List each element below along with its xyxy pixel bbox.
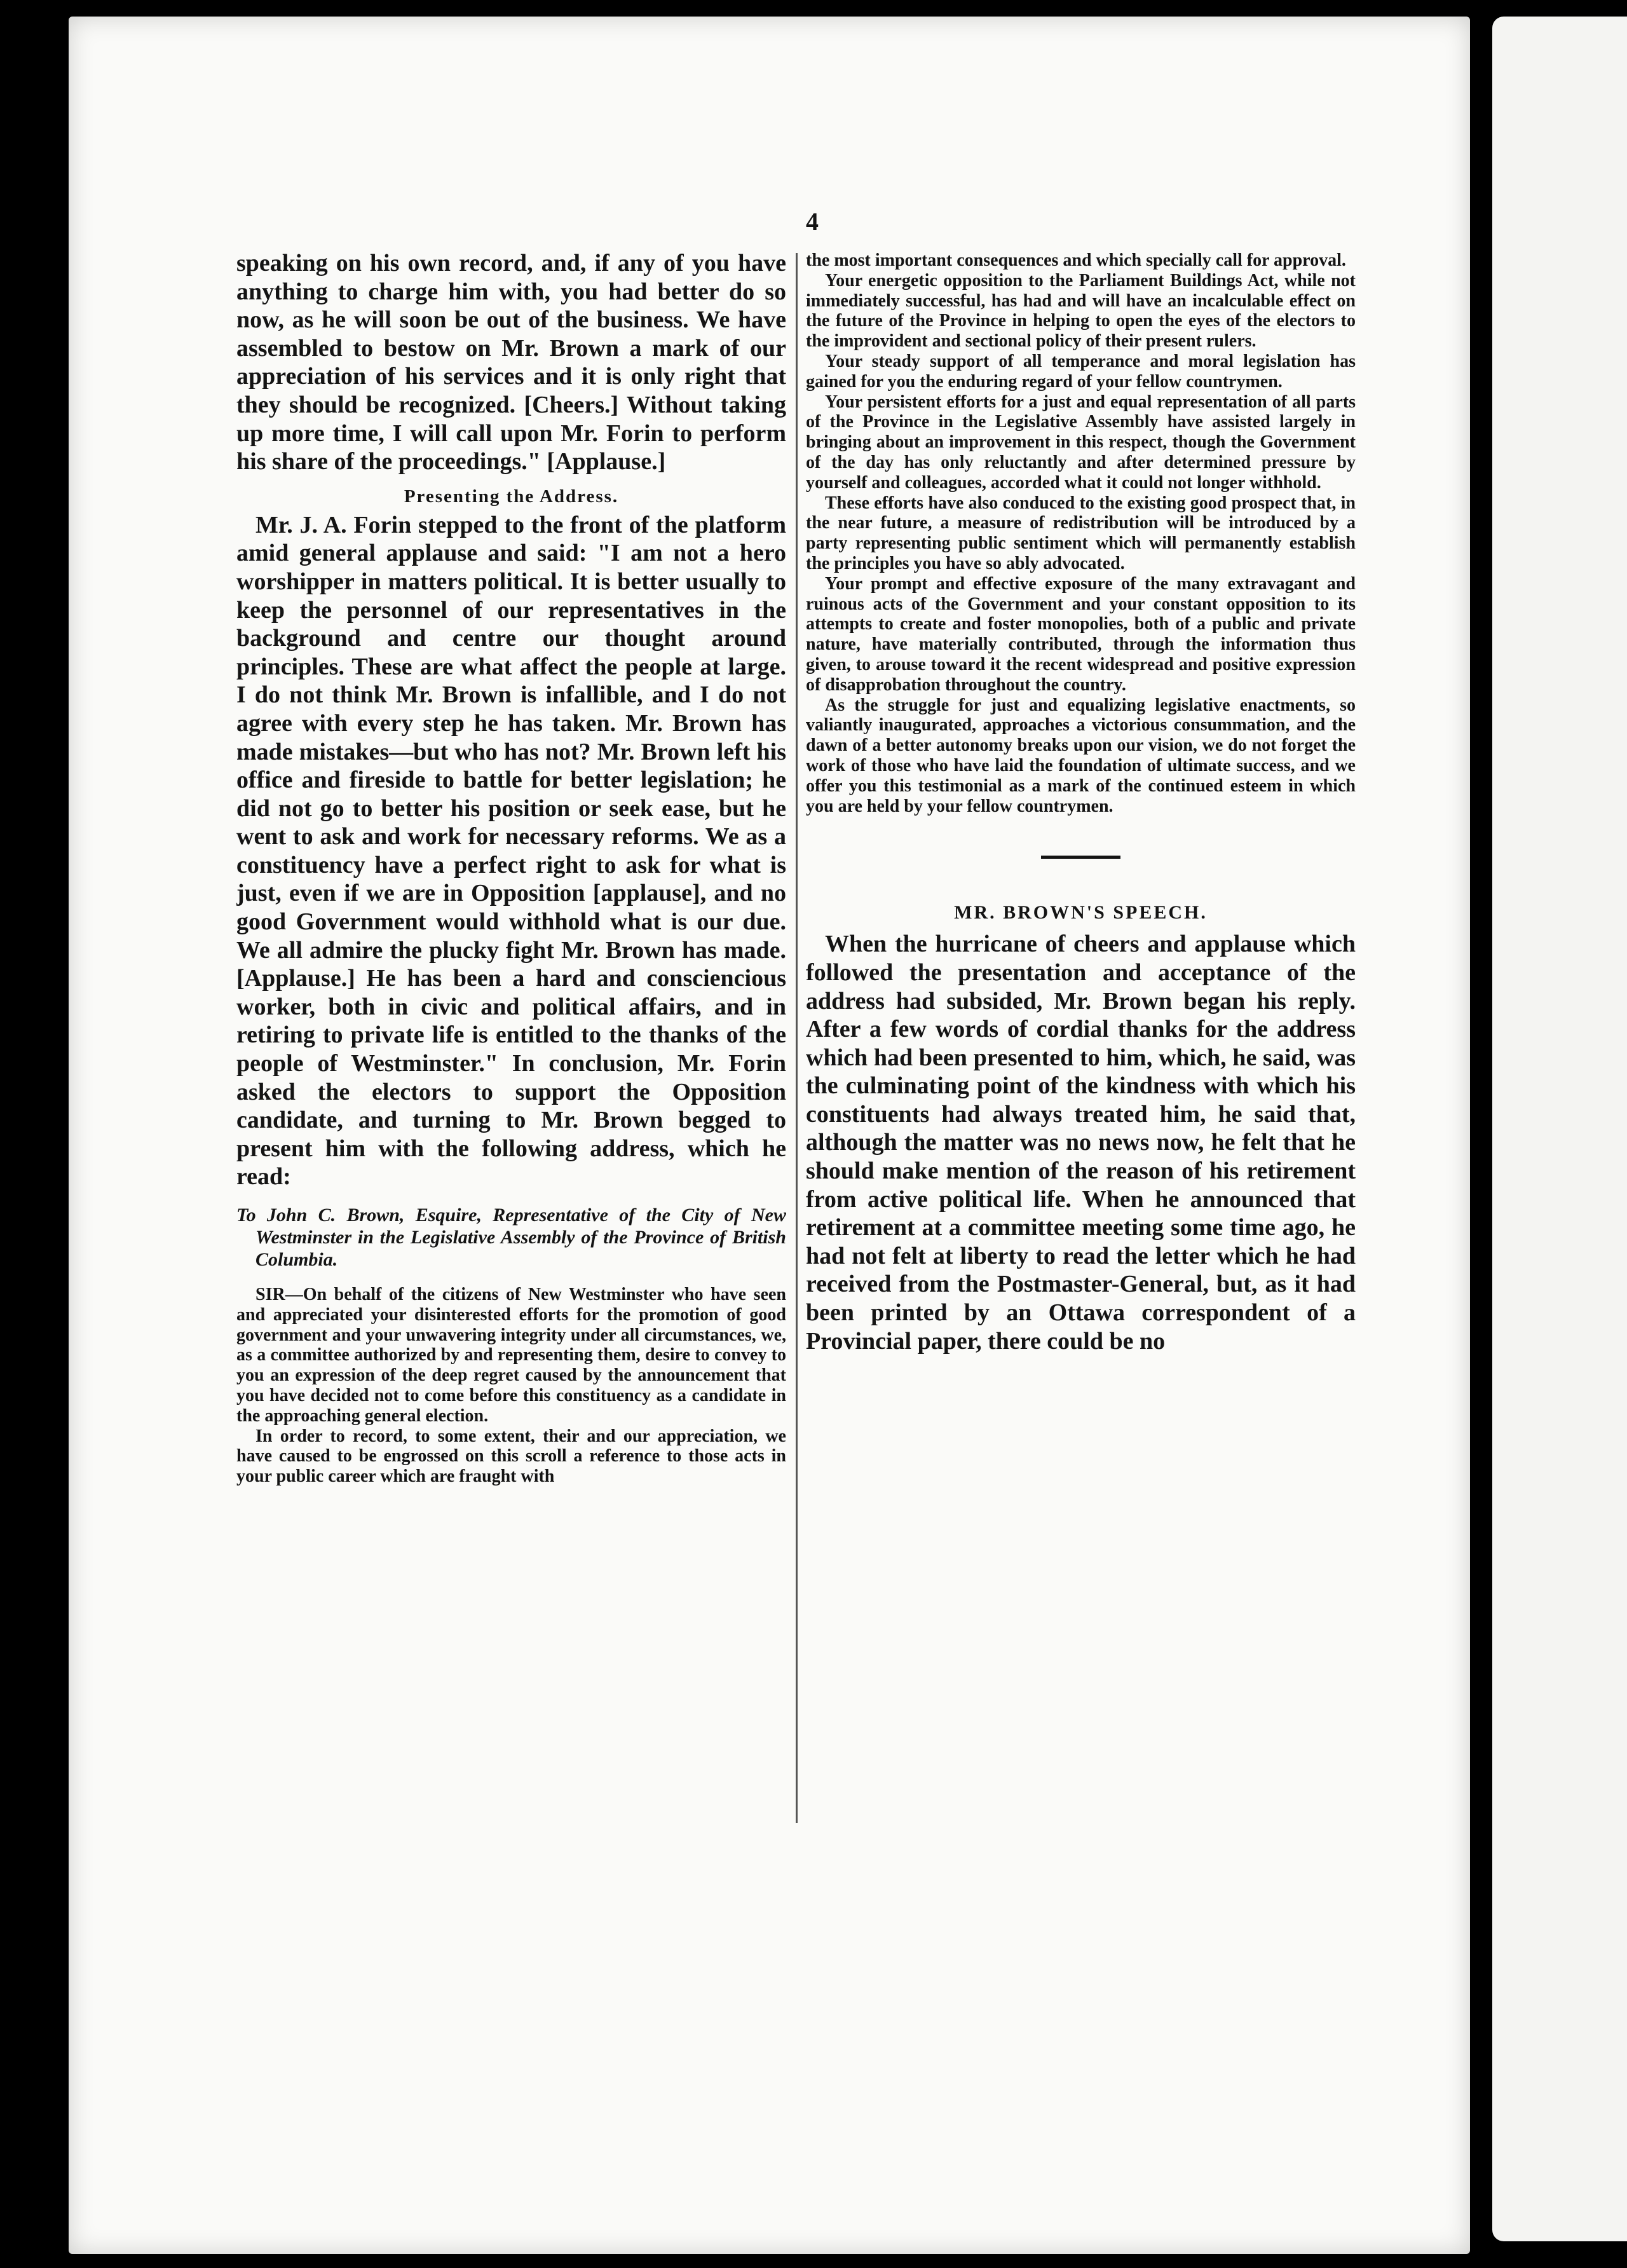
speech-paragraph: When the hurricane of cheers and applause which followed the presentation and acceptance of the address had subsided, Mr. Brown began his reply. After a few words of cordial thanks for the address which had been presented to him, which, he said, was the culminating point of the kindness with which his constituents had always treated him, he said that, although the matter was no news now, he felt that he should make mention of the reason of his retirement from active political life. When he announced that retirement at a committee meeting some time ago, he had not felt at liberty to read the letter which he had received from the Postmaster-General, but, as it had been printed by an Ottawa correspondent of a Provincial paper, there could be no: [806, 931, 1356, 1355]
address-paragraph: Your prompt and effective exposure of the many extravagant and ruinous acts of the Government and your constant opposition to its attempts to create and foster monopolies, both of a public and private nature, have materially contributed, through the information thus given, to arouse toward it the recent widespread and positive expression of disapprobation throughout the country.: [806, 573, 1356, 695]
right-column: [806, 250, 1356, 1355]
opening-paragraph: speaking on his own record, and, if any of you have anything to charge him with, you had better do so now, as he will soon be out of the business. We have assembled to bestow on Mr. Brown a mark of our appreciation of his services and it is only right that they should be recognized. [Cheers.] Without taking up more time, I will call upon Mr. Forin to perform his share of the proceedings." [Applause.]: [236, 250, 786, 475]
address-paragraph: SIR—On behalf of the citizens of New Westminster who have seen and appreciated your disinterested efforts for the promotion of good government and your unwavering integrity under all circumstances, we, as a committee authorized by and representing them, desire to convey to you an expression of the deep regret caused by the announcement that you have decided not to come before this constituency as a candidate in the approaching general election.: [236, 1285, 786, 1426]
page-number: 4: [806, 207, 819, 236]
address-paragraph: These efforts have also conduced to the existing good prospect that, in the near future, a measure of redistribution will be introduced by a party representing public sentiment which will permanently establish the principles you have so ably advocated.: [806, 493, 1356, 573]
address-paragraph: Your steady support of all temperance and moral legislation has gained for you the enduring regard of your fellow countrymen.: [806, 351, 1356, 392]
address-paragraph: As the struggle for just and equalizing legislative enactments, so valiantly inaugurated, approaches a victorious consummation, and the dawn of a better autonomy breaks upon our vision, we do not forget the work of those who have laid the foundation of ultimate success, and we offer you this testimonial as a mark of the continued esteem in which you are held by your fellow countrymen.: [806, 695, 1356, 816]
address-paragraph: Your persistent efforts for a just and equal representation of all parts of the Province in the Legislative Assembly have assisted largely in bringing about an improvement in this respect, though the Government of the day has only reluctantly and after determined pressure by yourself and colleagues, accorded what it could not longer withhold.: [806, 392, 1356, 493]
left-column: [236, 249, 786, 1487]
address-paragraph: In order to record, to some extent, their and our appreciation, we have caused to be engrossed on this scroll a reference to those acts in your public career which are fraught with: [236, 1426, 786, 1487]
address-paragraph: the most important consequences and which specially call for approval.: [806, 250, 1346, 270]
speech-heading: MR. BROWN'S SPEECH.: [954, 902, 1208, 924]
column-divider: [796, 253, 798, 1823]
address-paragraph: Your energetic opposition to the Parliament Buildings Act, while not immediately successful, has had and will have an incalculable effect on the future of the Province in helping to open the eyes of the electors to the improvident and sectional policy of their present rulers.: [806, 270, 1356, 352]
section-heading: Presenting the Address.: [404, 486, 619, 507]
address-salutation: To John C. Brown, Esquire, Representative of the City of New Westminster in the Legislative Assembly of the Province of British Columbia.: [236, 1205, 786, 1270]
forin-paragraph: Mr. J. A. Forin stepped to the front of the platform amid general applause and said: "I am not a hero worshipper in matters political. It is better usually to keep the personnel of our representatives in the background and centre our thought around principles. These are what affect the people at large. I do not think Mr. Brown is infallible, and I do not agree with every step he has taken. Mr. Brown has made mistakes—but who has not? Mr. Brown left his office and fireside to battle for better legislation; he did not go to better his position or seek ease, but he went to ask and work for necessary reforms. We as a constituency have a perfect right to ask for what is just, even if we are in Opposition [applause], and no good Government would withhold what is our due. We all admire the plucky fight Mr. Brown has made. [Applause.] He has been a hard and consciencious worker, both in civic and political affairs, and in retiring to private life is entitled to the thanks of the people of Westminster." In conclusion, Mr. Forin asked the electors to support the Opposition candidate, and turning to Mr. Brown begged to present him with the following address, which he read:: [236, 511, 786, 1191]
adjacent-page-edge: [1492, 17, 1627, 2241]
section-separator: [1041, 856, 1120, 859]
